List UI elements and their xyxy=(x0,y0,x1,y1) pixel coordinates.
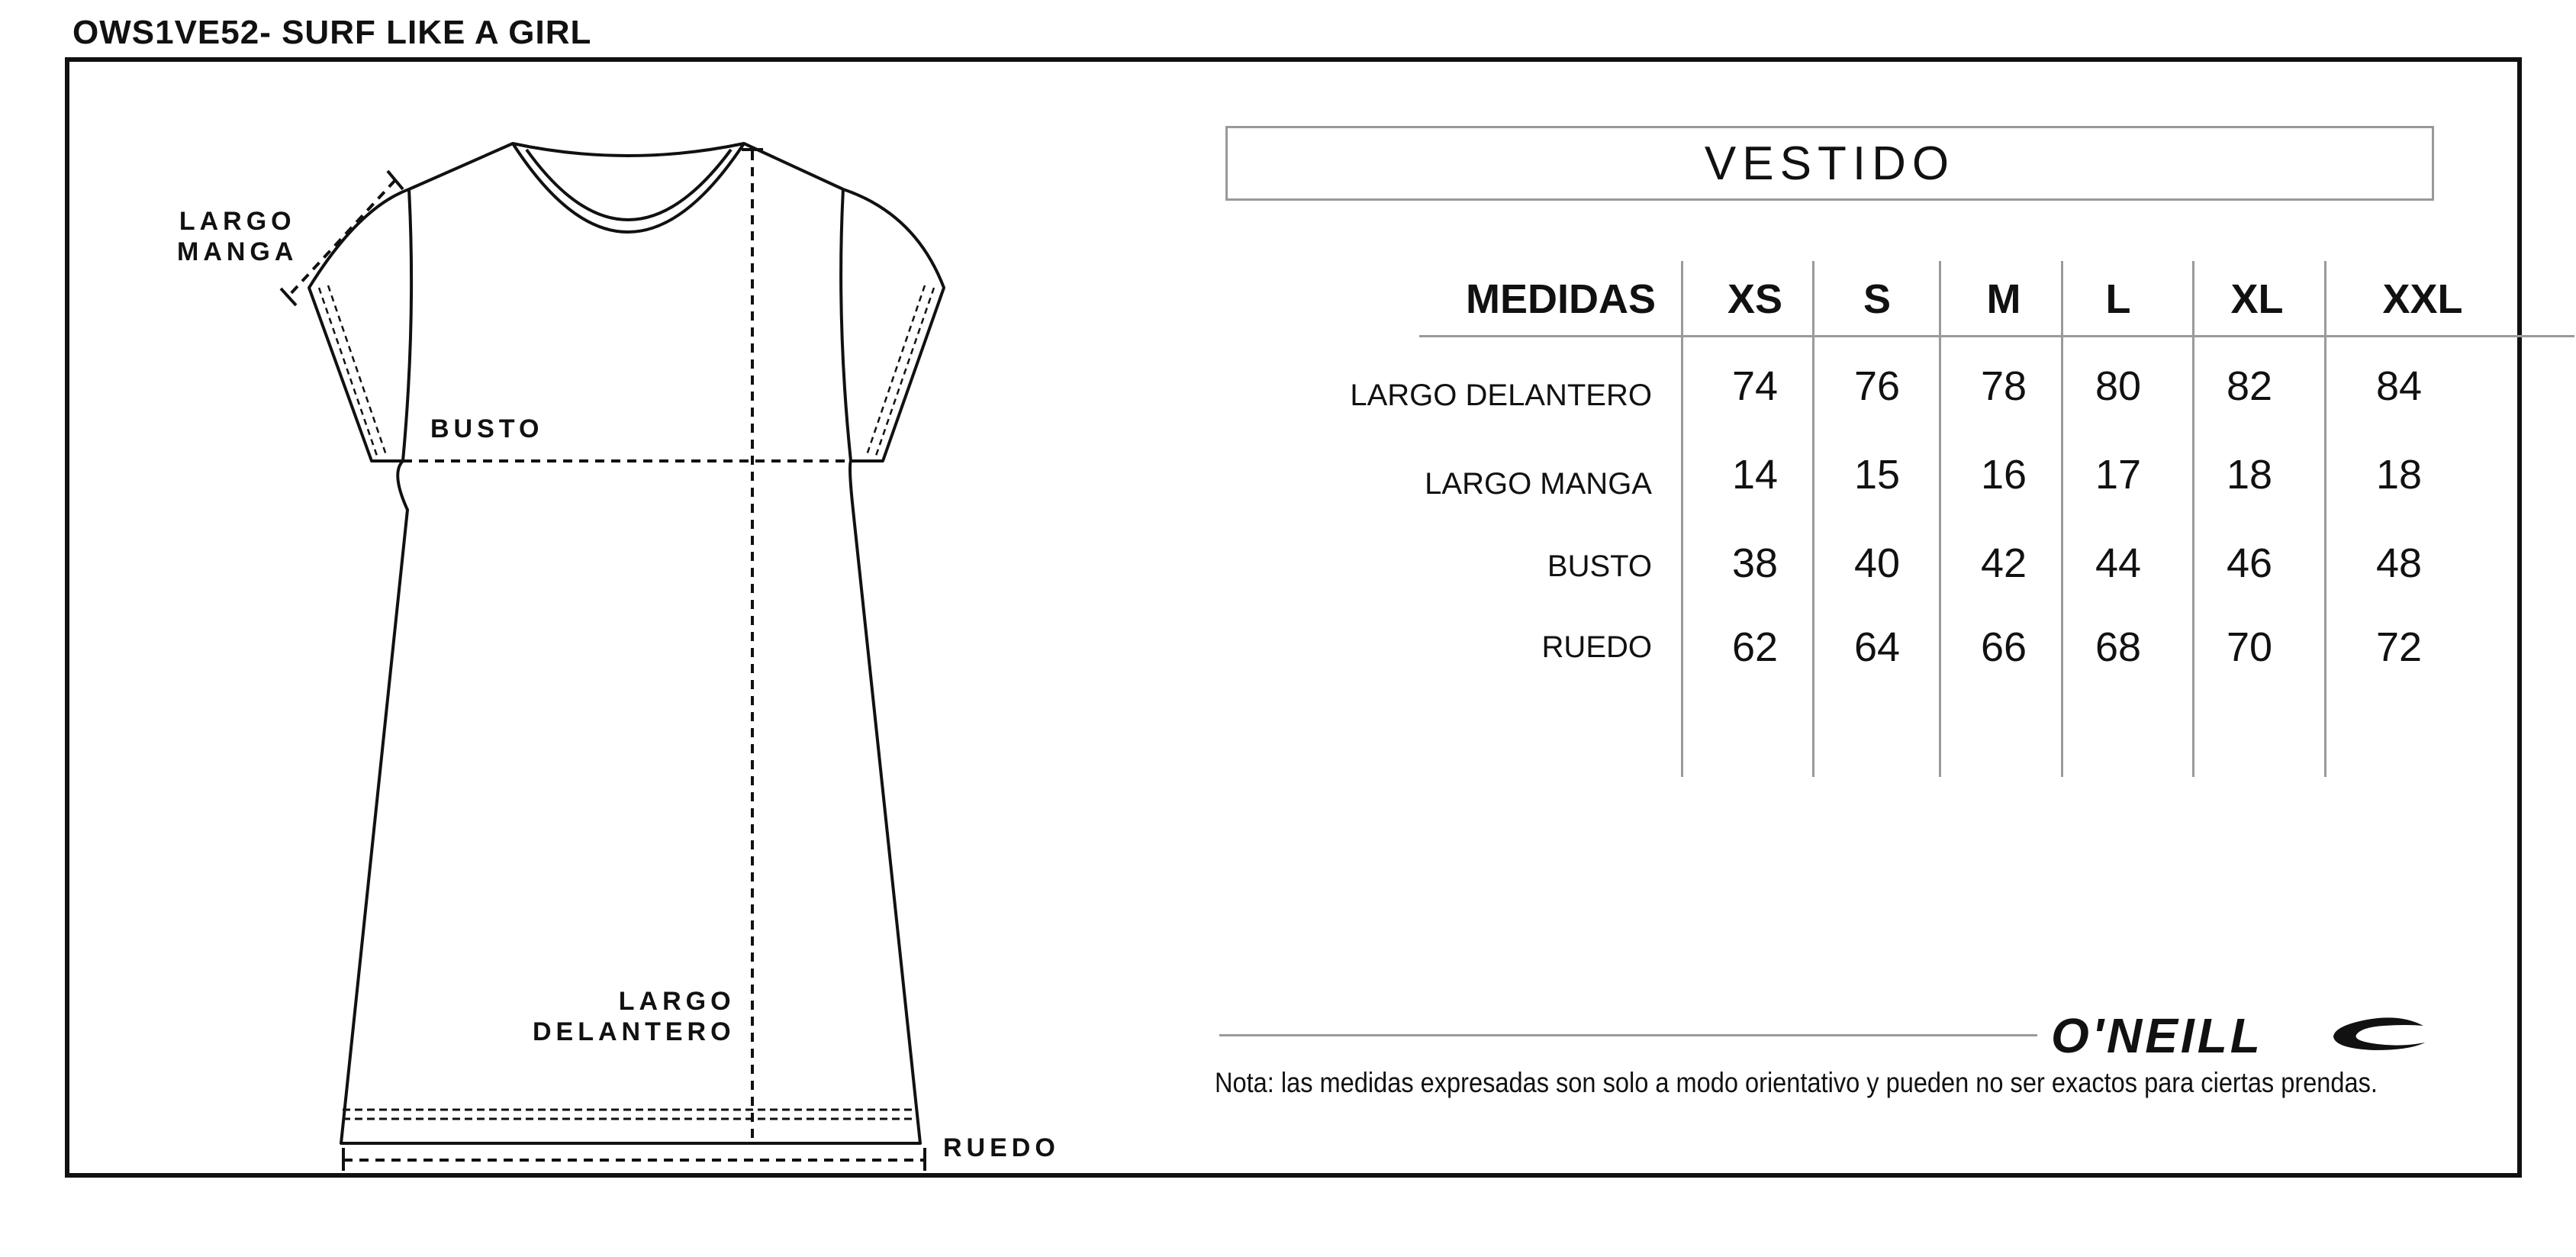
size-header: M xyxy=(1986,276,2021,322)
table-cell: 68 xyxy=(2095,624,2142,670)
table-cell: 40 xyxy=(1853,540,1901,586)
table-cell: 18 xyxy=(2226,452,2273,498)
label-bust: BUSTO xyxy=(430,414,544,443)
row-label: LARGO MANGA xyxy=(1425,467,1652,501)
table-cell: 44 xyxy=(2095,540,2142,586)
table-cell: 76 xyxy=(1853,363,1901,409)
table-cell: 66 xyxy=(1980,624,2027,670)
sleeve-measure-line xyxy=(288,180,395,296)
table-cell: 18 xyxy=(2375,452,2423,498)
label-front-length: LARGO DELANTERO xyxy=(533,987,736,1046)
table-cell: 46 xyxy=(2226,540,2273,586)
label-hem: RUEDO xyxy=(943,1133,1060,1162)
table-cell: 16 xyxy=(1980,452,2027,498)
document-title: OWS1VE52- SURF LIKE A GIRL xyxy=(72,14,592,51)
footer-divider xyxy=(1219,1034,2037,1036)
table-cell: 15 xyxy=(1853,452,1901,498)
table-cell: 72 xyxy=(2375,624,2423,670)
table-cell: 64 xyxy=(1853,624,1901,670)
size-header: XL xyxy=(2230,276,2284,322)
collar-inner xyxy=(526,150,731,220)
row-label: BUSTO xyxy=(1547,550,1652,583)
dress-flat-sketch xyxy=(0,0,1145,1257)
table-cell: 82 xyxy=(2226,363,2273,409)
disclaimer-note: Nota: las medidas expresadas son solo a modo orientativo y pueden no ser exactos para ciertas prendas. xyxy=(1215,1067,2378,1098)
wave-logo-icon xyxy=(2330,1015,2426,1053)
table-cell: 80 xyxy=(2095,363,2142,409)
table-cell: 42 xyxy=(1980,540,2027,586)
table-cell: 17 xyxy=(2095,452,2142,498)
brand-logo-text: O'NEILL xyxy=(2051,1008,2263,1063)
table-cell: 14 xyxy=(1731,452,1779,498)
row-label: RUEDO xyxy=(1541,630,1652,664)
row-label: LARGO DELANTERO xyxy=(1350,379,1652,412)
table-cell: 48 xyxy=(2375,540,2423,586)
size-header: S xyxy=(1863,276,1892,322)
measurements-header: MEDIDAS xyxy=(1465,276,1656,322)
size-header: L xyxy=(2105,276,2131,322)
table-cell: 74 xyxy=(1731,363,1779,409)
label-sleeve-length: LARGO MANGA xyxy=(177,207,298,266)
table-cell: 62 xyxy=(1731,624,1779,670)
size-header: XXL xyxy=(2382,276,2463,322)
table-cell: 38 xyxy=(1731,540,1779,586)
garment-type-heading: VESTIDO xyxy=(1225,126,2434,201)
table-cell: 70 xyxy=(2226,624,2273,670)
table-cell: 84 xyxy=(2375,363,2423,409)
size-header: XS xyxy=(1727,276,1783,322)
table-cell: 78 xyxy=(1980,363,2027,409)
header-divider xyxy=(1419,335,2574,337)
